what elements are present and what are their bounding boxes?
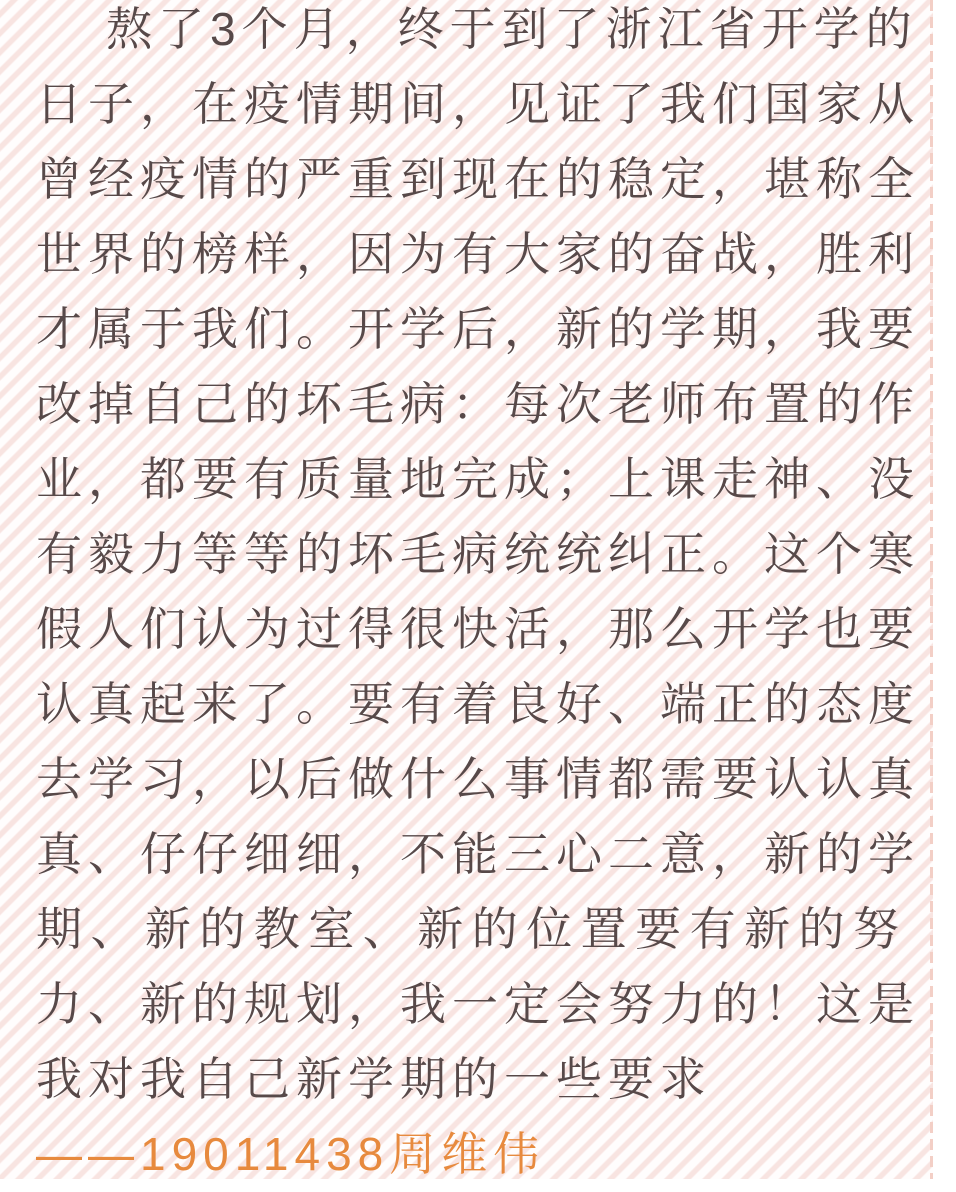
text-line: 业，都要有质量地完成；上课走神、没 <box>36 453 920 505</box>
text-line: 世界的榜样，因为有大家的奋战，胜利 <box>36 228 920 280</box>
text-line: 熬了3个月，终于到了浙江省开学的 <box>106 3 918 55</box>
text-line: 真、仔仔细细，不能三心二意，新的学 <box>36 828 920 880</box>
text-line: 改掉自己的坏毛病：每次老师布置的作 <box>36 378 920 430</box>
dashed-border-right-icon <box>930 0 933 1179</box>
text-line: 假人们认为过得很快活，那么开学也要 <box>36 603 920 655</box>
text-line: 日子，在疫情期间，见证了我们国家从 <box>36 78 920 130</box>
text-line: 期、新的教室、新的位置要有新的努 <box>36 903 905 955</box>
text-line: 有毅力等等的坏毛病统统纠正。这个寒 <box>36 528 920 580</box>
text-line: 才属于我们。开学后，新的学期，我要 <box>36 303 920 355</box>
text-line: 去学习，以后做什么事情都需要认认真 <box>36 753 920 805</box>
signature-line: ——19011438周维伟 <box>36 1128 546 1180</box>
essay-lines <box>36 0 920 1117</box>
text-line: 力、新的规划，我一定会努力的！这是 <box>36 978 920 1030</box>
text-line: 曾经疫情的严重到现在的稳定，堪称全 <box>36 153 920 205</box>
text-line: 认真起来了。要有着良好、端正的态度 <box>36 678 920 730</box>
essay-text-block <box>36 0 920 1192</box>
text-line: 我对我自己新学期的一些要求 <box>36 1053 712 1105</box>
